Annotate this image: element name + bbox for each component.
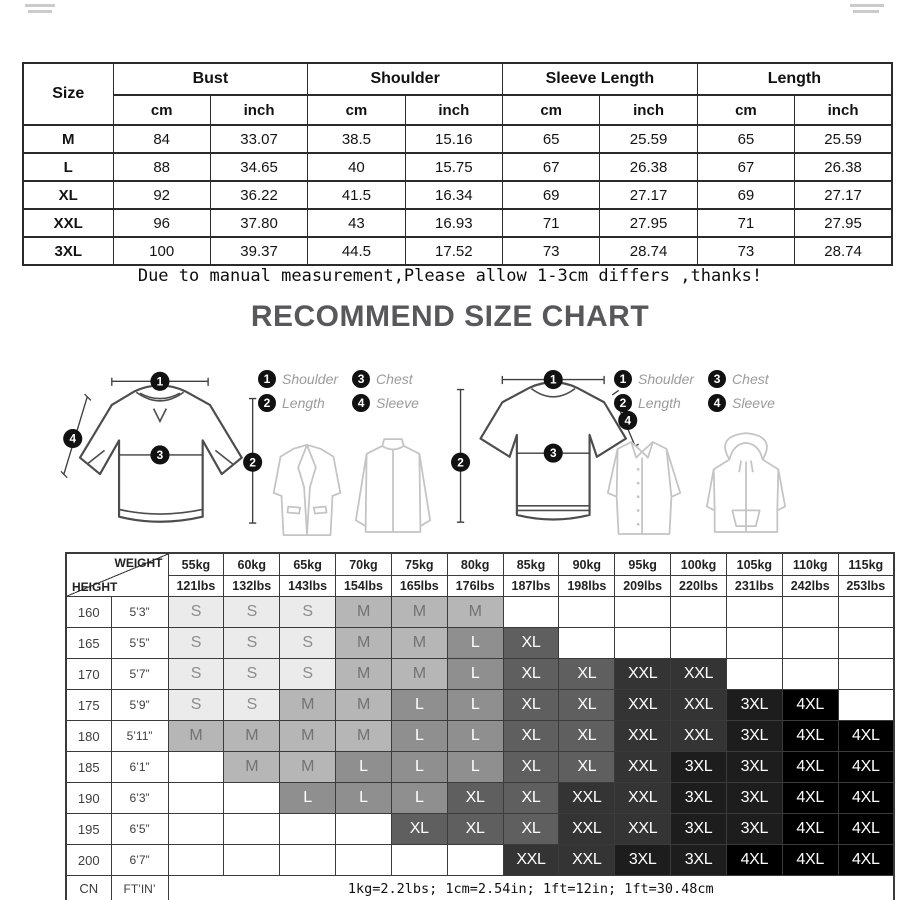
height-ftin-cell: 5’3” [111,597,168,628]
recommended-size-cell-m: M [391,659,447,690]
empty-size-cell [838,628,894,659]
height-cm-cell: 180 [66,721,111,752]
measurement-value-cell: 28.74 [795,237,892,265]
measurement-value-cell: 65 [503,125,600,153]
recommended-size-cell-m: M [224,721,280,752]
height-ftin-cell: 6’5” [111,814,168,845]
recommended-size-cell-xxl: XXL [671,721,727,752]
unit-inch: inch [795,95,892,125]
measurement-value-cell: 33.07 [210,125,307,153]
measurement-value-cell: 27.95 [795,209,892,237]
measurement-note: Due to manual measurement,Please allow 1-3cm differs ,thanks! [137,266,763,286]
svg-text:3: 3 [549,446,557,461]
measurement-value-cell: 37.80 [210,209,307,237]
svg-text:1: 1 [156,374,164,389]
ftin-unit-label: FT’IN’ [111,876,168,900]
hoodie-illustration [700,428,792,540]
empty-size-cell [168,752,224,783]
length-header: Length [697,63,892,95]
recommended-size-cell-4xl: 4XL [782,845,838,876]
recommended-size-cell-m: M [224,752,280,783]
legend-number-badge: 4 [352,394,370,412]
weight-lbs-header: 242lbs [782,576,838,597]
bust-header: Bust [113,63,308,95]
recommended-size-cell-m: M [336,628,392,659]
corner-weight-label: WEIGHT [114,556,163,570]
corner-height-label: HEIGHT [72,580,118,594]
recommended-size-cell-xl: XL [503,814,559,845]
matrix-row [66,628,894,659]
empty-size-cell [838,659,894,690]
legend-item-shoulder [614,370,694,388]
measurement-value-cell: 26.38 [600,153,697,181]
size-label-cell: XL [23,181,113,209]
empty-size-cell [336,845,392,876]
height-cm-cell: 170 [66,659,111,690]
height-ftin-cell: 6’7” [111,845,168,876]
empty-size-cell [671,628,727,659]
measurement-legend [614,370,775,412]
height-cm-cell: 175 [66,690,111,721]
recommended-size-cell-4xl: 4XL [838,845,894,876]
recommended-size-cell-4xl: 4XL [726,845,782,876]
recommended-size-cell-4xl: 4XL [782,752,838,783]
recommended-size-cell-3xl: 3XL [671,783,727,814]
recommended-size-cell-s: S [168,690,224,721]
empty-size-cell [559,597,615,628]
size-label-cell: M [23,125,113,153]
recommended-size-cell-m: M [447,597,503,628]
matrix-row [66,721,894,752]
measurement-value-cell: 84 [113,125,210,153]
empty-size-cell [559,628,615,659]
weight-kg-header: 65kg [280,553,336,576]
recommended-size-cell-3xl: 3XL [726,814,782,845]
svg-text:2: 2 [249,455,256,470]
weight-kg-header: 110kg [782,553,838,576]
matrix-row [66,597,894,628]
size-label-cell: XXL [23,209,113,237]
legend-item-length [614,394,694,412]
weight-lbs-header: 198lbs [559,576,615,597]
weight-lbs-header: 220lbs [671,576,727,597]
recommended-size-cell-m: M [391,628,447,659]
weight-kg-header: 95kg [615,553,671,576]
recommended-size-cell-xxl: XXL [559,814,615,845]
measurement-legend [258,370,419,412]
recommended-size-cell-xxl: XXL [615,659,671,690]
empty-size-cell [782,628,838,659]
empty-size-cell [168,814,224,845]
legend-item-sleeve [708,394,775,412]
recommended-size-cell-m: M [168,721,224,752]
measurement-value-cell: 44.5 [308,237,405,265]
measurement-value-cell: 92 [113,181,210,209]
scan-artifact [850,4,884,7]
empty-size-cell [447,845,503,876]
recommended-size-cell-xxl: XXL [615,690,671,721]
matrix-footer-row [66,876,894,900]
height-cm-cell: 165 [66,628,111,659]
measurement-value-cell: 27.95 [600,209,697,237]
measurement-value-cell: 96 [113,209,210,237]
weight-height-corner [66,553,168,597]
unit-cm: cm [308,95,405,125]
recommended-size-cell-xl: XL [503,752,559,783]
matrix-row [66,783,894,814]
measurement-value-cell: 26.38 [795,153,892,181]
recommended-size-cell-3xl: 3XL [615,845,671,876]
conversion-note: 1kg=2.2lbs; 1cm=2.54in; 1ft=12in; 1ft=30.48cm [168,876,894,900]
empty-size-cell [615,597,671,628]
height-ftin-cell: 6’3” [111,783,168,814]
measurement-value-cell: 65 [697,125,794,153]
recommended-size-cell-xl: XL [503,690,559,721]
recommended-size-cell-xl: XL [447,783,503,814]
measurement-value-cell: 25.59 [600,125,697,153]
recommended-size-cell-s: S [280,628,336,659]
blazer-illustration [266,440,348,540]
empty-size-cell [726,628,782,659]
measurement-value-cell: 38.5 [308,125,405,153]
scan-artifact [28,10,52,13]
recommended-size-cell-4xl: 4XL [782,690,838,721]
weight-lbs-header: 165lbs [391,576,447,597]
weight-lbs-row [66,576,894,597]
recommended-size-cell-l: L [447,628,503,659]
recommended-size-cell-xxl: XXL [615,752,671,783]
size-label-cell: 3XL [23,237,113,265]
recommended-size-cell-s: S [280,659,336,690]
empty-size-cell [782,659,838,690]
empty-size-cell [168,845,224,876]
empty-size-cell [168,783,224,814]
weight-kg-header: 115kg [838,553,894,576]
recommended-size-cell-m: M [336,690,392,721]
measurement-value-cell: 67 [697,153,794,181]
recommended-size-cell-s: S [168,597,224,628]
empty-size-cell [615,628,671,659]
measure-unit-row [23,95,892,125]
recommended-size-cell-xxl: XXL [615,814,671,845]
recommended-size-cell-l: L [391,721,447,752]
recommended-size-cell-xxl: XXL [559,783,615,814]
legend-number-badge: 1 [258,370,276,388]
height-cm-cell: 200 [66,845,111,876]
matrix-row [66,814,894,845]
recommended-size-cell-3xl: 3XL [726,752,782,783]
measurement-value-cell: 40 [308,153,405,181]
measurement-value-cell: 28.74 [600,237,697,265]
recommended-size-cell-l: L [447,721,503,752]
weight-kg-header: 75kg [391,553,447,576]
recommended-size-cell-m: M [336,721,392,752]
height-ftin-cell: 5’9” [111,690,168,721]
unit-inch: inch [405,95,502,125]
measurement-value-cell: 71 [697,209,794,237]
measurement-value-cell: 73 [697,237,794,265]
recommended-size-cell-xl: XL [559,721,615,752]
measurement-value-cell: 41.5 [308,181,405,209]
recommended-size-cell-3xl: 3XL [726,721,782,752]
svg-text:4: 4 [69,431,77,446]
recommended-size-cell-xl: XL [559,659,615,690]
recommended-size-cell-m: M [336,659,392,690]
measurement-value-cell: 69 [503,181,600,209]
measure-row [23,125,892,153]
matrix-row [66,752,894,783]
recommended-size-cell-l: L [391,690,447,721]
empty-size-cell [391,845,447,876]
shoulder-header: Shoulder [308,63,503,95]
empty-size-cell [726,597,782,628]
recommended-size-cell-s: S [224,628,280,659]
weight-lbs-header: 253lbs [838,576,894,597]
measurement-value-cell: 34.65 [210,153,307,181]
recommended-size-cell-l: L [447,690,503,721]
recommended-size-cell-4xl: 4XL [838,783,894,814]
weight-lbs-header: 143lbs [280,576,336,597]
weight-lbs-header: 209lbs [615,576,671,597]
legend-label: Length [282,395,325,411]
unit-cm: cm [697,95,794,125]
svg-text:3: 3 [156,448,164,463]
legend-number-badge: 3 [708,370,726,388]
recommended-size-cell-4xl: 4XL [838,721,894,752]
height-ftin-cell: 5’11” [111,721,168,752]
legend-item-length [258,394,338,412]
recommended-size-cell-3xl: 3XL [671,845,727,876]
weight-lbs-header: 176lbs [447,576,503,597]
empty-size-cell [782,597,838,628]
measurement-value-cell: 27.17 [600,181,697,209]
size-label-cell: L [23,153,113,181]
measurement-value-cell: 27.17 [795,181,892,209]
measurement-value-cell: 88 [113,153,210,181]
legend-label: Sleeve [376,395,419,411]
recommended-size-cell-4xl: 4XL [782,721,838,752]
measurement-value-cell: 17.52 [405,237,502,265]
empty-size-cell [838,597,894,628]
legend-item-sleeve [352,394,419,412]
measure-header-row [23,63,892,95]
recommended-size-cell-xl: XL [559,752,615,783]
svg-text:1: 1 [549,372,557,387]
recommended-size-cell-l: L [280,783,336,814]
weight-kg-header: 90kg [559,553,615,576]
weight-kg-header: 70kg [336,553,392,576]
size-matrix-wrap [65,552,895,900]
measurement-value-cell: 69 [697,181,794,209]
weight-kg-header: 55kg [168,553,224,576]
recommended-size-cell-3xl: 3XL [671,814,727,845]
height-ftin-cell: 5’5” [111,628,168,659]
recommended-size-cell-s: S [280,597,336,628]
recommended-size-cell-xl: XL [447,814,503,845]
recommended-size-cell-xl: XL [503,783,559,814]
height-cm-cell: 190 [66,783,111,814]
empty-size-cell [280,845,336,876]
svg-text:4: 4 [624,413,632,428]
recommended-size-cell-xxl: XXL [671,690,727,721]
matrix-row [66,690,894,721]
scan-artifact [853,10,879,13]
recommended-size-cell-xxl: XXL [615,721,671,752]
measurement-value-cell: 100 [113,237,210,265]
recommended-size-cell-s: S [168,659,224,690]
weight-lbs-header: 132lbs [224,576,280,597]
height-cm-cell: 195 [66,814,111,845]
page-title: RECOMMEND SIZE CHART [250,300,650,333]
scan-artifact [25,4,55,7]
size-header: Size [23,63,113,125]
recommended-size-cell-3xl: 3XL [726,783,782,814]
recommended-size-cell-xl: XL [559,690,615,721]
measurement-value-cell: 16.34 [405,181,502,209]
weight-lbs-header: 187lbs [503,576,559,597]
legend-number-badge: 1 [614,370,632,388]
empty-size-cell [280,814,336,845]
empty-size-cell [726,659,782,690]
legend-item-shoulder [258,370,338,388]
recommended-size-cell-xxl: XXL [615,783,671,814]
weight-lbs-header: 231lbs [726,576,782,597]
recommended-size-cell-m: M [280,690,336,721]
recommended-size-cell-m: M [280,721,336,752]
recommended-size-cell-xxl: XXL [503,845,559,876]
size-matrix-body [66,597,894,876]
height-cm-cell: 185 [66,752,111,783]
measure-table-body [23,125,892,265]
weight-kg-header: 80kg [447,553,503,576]
measurement-value-cell: 39.37 [210,237,307,265]
unit-cm: cm [113,95,210,125]
recommended-size-cell-m: M [280,752,336,783]
legend-label: Shoulder [638,371,695,387]
measure-row [23,209,892,237]
recommended-size-cell-4xl: 4XL [838,752,894,783]
recommended-size-cell-xl: XL [503,659,559,690]
measurement-value-cell: 67 [503,153,600,181]
recommended-size-cell-xxl: XXL [559,845,615,876]
legend-label: Shoulder [282,371,339,387]
legend-label: Sleeve [732,395,775,411]
measurement-value-cell: 15.16 [405,125,502,153]
matrix-row [66,659,894,690]
recommended-size-cell-m: M [391,597,447,628]
unit-inch: inch [210,95,307,125]
legend-number-badge: 2 [614,394,632,412]
recommended-size-cell-s: S [224,690,280,721]
legend-number-badge: 3 [352,370,370,388]
weight-kg-row [66,553,894,576]
empty-size-cell [336,814,392,845]
recommended-size-cell-xxl: XXL [671,659,727,690]
measurement-table [22,62,893,266]
weight-kg-header: 100kg [671,553,727,576]
height-cm-cell: 160 [66,597,111,628]
recommended-size-cell-4xl: 4XL [782,783,838,814]
weight-kg-header: 60kg [224,553,280,576]
sweatshirt-measure-illustration [60,362,269,547]
recommended-size-cell-l: L [336,752,392,783]
legend-item-chest [352,370,419,388]
empty-size-cell [838,690,894,721]
recommended-size-cell-xl: XL [503,721,559,752]
measurement-table-wrap [22,62,893,266]
recommended-size-cell-3xl: 3XL [726,690,782,721]
zip-jacket-illustration [350,436,436,538]
recommended-size-cell-s: S [168,628,224,659]
measurement-value-cell: 16.93 [405,209,502,237]
empty-size-cell [224,814,280,845]
measurement-value-cell: 73 [503,237,600,265]
unit-inch: inch [600,95,697,125]
recommended-size-cell-xl: XL [503,628,559,659]
cn-unit-label: CN [66,876,111,900]
recommended-size-cell-l: L [447,659,503,690]
sleeve-length-header: Sleeve Length [503,63,698,95]
measurement-value-cell: 43 [308,209,405,237]
legend-item-chest [708,370,775,388]
legend-number-badge: 2 [258,394,276,412]
matrix-row [66,845,894,876]
weight-lbs-header: 121lbs [168,576,224,597]
empty-size-cell [503,597,559,628]
recommended-size-cell-l: L [336,783,392,814]
recommended-size-cell-4xl: 4XL [838,814,894,845]
height-ftin-cell: 5’7” [111,659,168,690]
recommended-size-cell-l: L [391,783,447,814]
recommended-size-cell-3xl: 3XL [671,752,727,783]
recommended-size-cell-m: M [336,597,392,628]
recommended-size-cell-s: S [224,659,280,690]
legend-label: Chest [376,371,413,387]
weight-kg-header: 85kg [503,553,559,576]
recommended-size-cell-4xl: 4XL [782,814,838,845]
weight-kg-header: 105kg [726,553,782,576]
recommended-size-cell-l: L [447,752,503,783]
measurement-value-cell: 25.59 [795,125,892,153]
measurement-value-cell: 36.22 [210,181,307,209]
svg-text:2: 2 [457,455,464,470]
empty-size-cell [224,783,280,814]
measurement-value-cell: 15.75 [405,153,502,181]
measure-row [23,181,892,209]
size-matrix-table [65,552,895,900]
recommended-size-cell-s: S [224,597,280,628]
button-shirt-illustration [600,436,690,540]
legend-label: Length [638,395,681,411]
measurement-value-cell: 71 [503,209,600,237]
unit-cm: cm [503,95,600,125]
measure-row [23,153,892,181]
legend-label: Chest [732,371,769,387]
weight-lbs-header: 154lbs [336,576,392,597]
measure-row [23,237,892,265]
empty-size-cell [224,845,280,876]
legend-number-badge: 4 [708,394,726,412]
recommended-size-cell-xl: XL [391,814,447,845]
recommended-size-cell-l: L [391,752,447,783]
height-ftin-cell: 6’1” [111,752,168,783]
empty-size-cell [671,597,727,628]
